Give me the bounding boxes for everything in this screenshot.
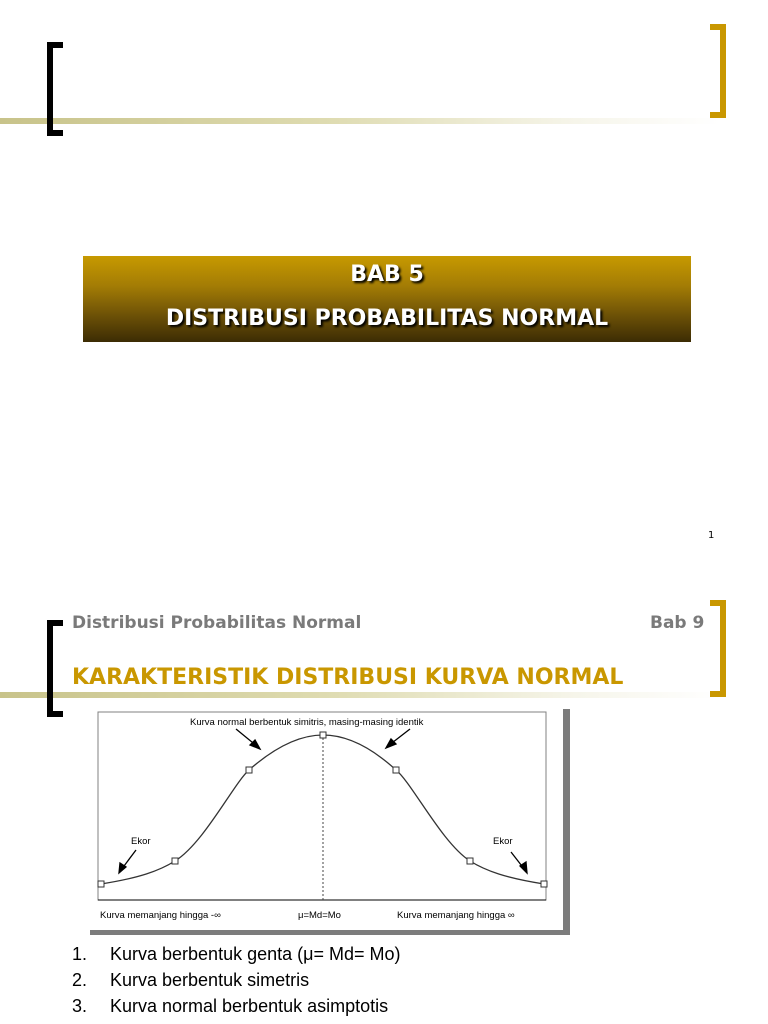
page-number: 1 xyxy=(708,530,715,541)
title-banner xyxy=(83,256,691,342)
list-item-number: 2. xyxy=(72,970,88,990)
plot-frame xyxy=(98,712,546,900)
left-bracket xyxy=(47,620,63,717)
list-item-text: Kurva normal berbentuk asimptotis xyxy=(110,996,389,1016)
curve-marker xyxy=(172,858,178,864)
curve-marker xyxy=(393,767,399,773)
slide-header-chapter: Bab 9 xyxy=(650,613,705,633)
slide-heading: KARAKTERISTIK DISTRIBUSI KURVA NORMAL xyxy=(72,665,624,690)
axis-label-left: Kurva memanjang hingga -∞ xyxy=(100,910,221,921)
chapter-title: BAB 5 xyxy=(350,262,424,287)
axis-label-right: Kurva memanjang hingga ∞ xyxy=(397,910,515,921)
axis-label-center: μ=Md=Mo xyxy=(298,910,341,921)
list-item-text: Kurva berbentuk simetris xyxy=(110,970,310,990)
curve-marker xyxy=(98,881,104,887)
right-bracket xyxy=(710,600,726,697)
curve-marker xyxy=(467,858,473,864)
ekor-left-label: Ekor xyxy=(131,836,151,847)
figure-panel xyxy=(84,703,563,930)
normal-curve-figure xyxy=(84,703,570,935)
ekor-right-label: Ekor xyxy=(493,836,513,847)
chapter-subtitle: DISTRIBUSI PROBABILITAS NORMAL xyxy=(165,306,609,331)
slide-header-title: Distribusi Probabilitas Normal xyxy=(72,613,362,633)
list-item-number: 3. xyxy=(72,996,88,1016)
curve-marker xyxy=(541,881,547,887)
curve-marker xyxy=(246,767,252,773)
curve-marker xyxy=(320,732,326,738)
left-bracket xyxy=(47,42,63,136)
list-item-text: Kurva berbentuk genta (μ= Md= Mo) xyxy=(110,944,401,964)
right-bracket xyxy=(710,24,726,118)
decorative-rule xyxy=(0,692,720,698)
list-item-number: 1. xyxy=(72,944,88,964)
annotation-top: Kurva normal berbentuk simitris, masing-masing identik xyxy=(190,717,424,728)
figure-svg xyxy=(84,703,563,930)
decorative-rule xyxy=(0,118,720,124)
